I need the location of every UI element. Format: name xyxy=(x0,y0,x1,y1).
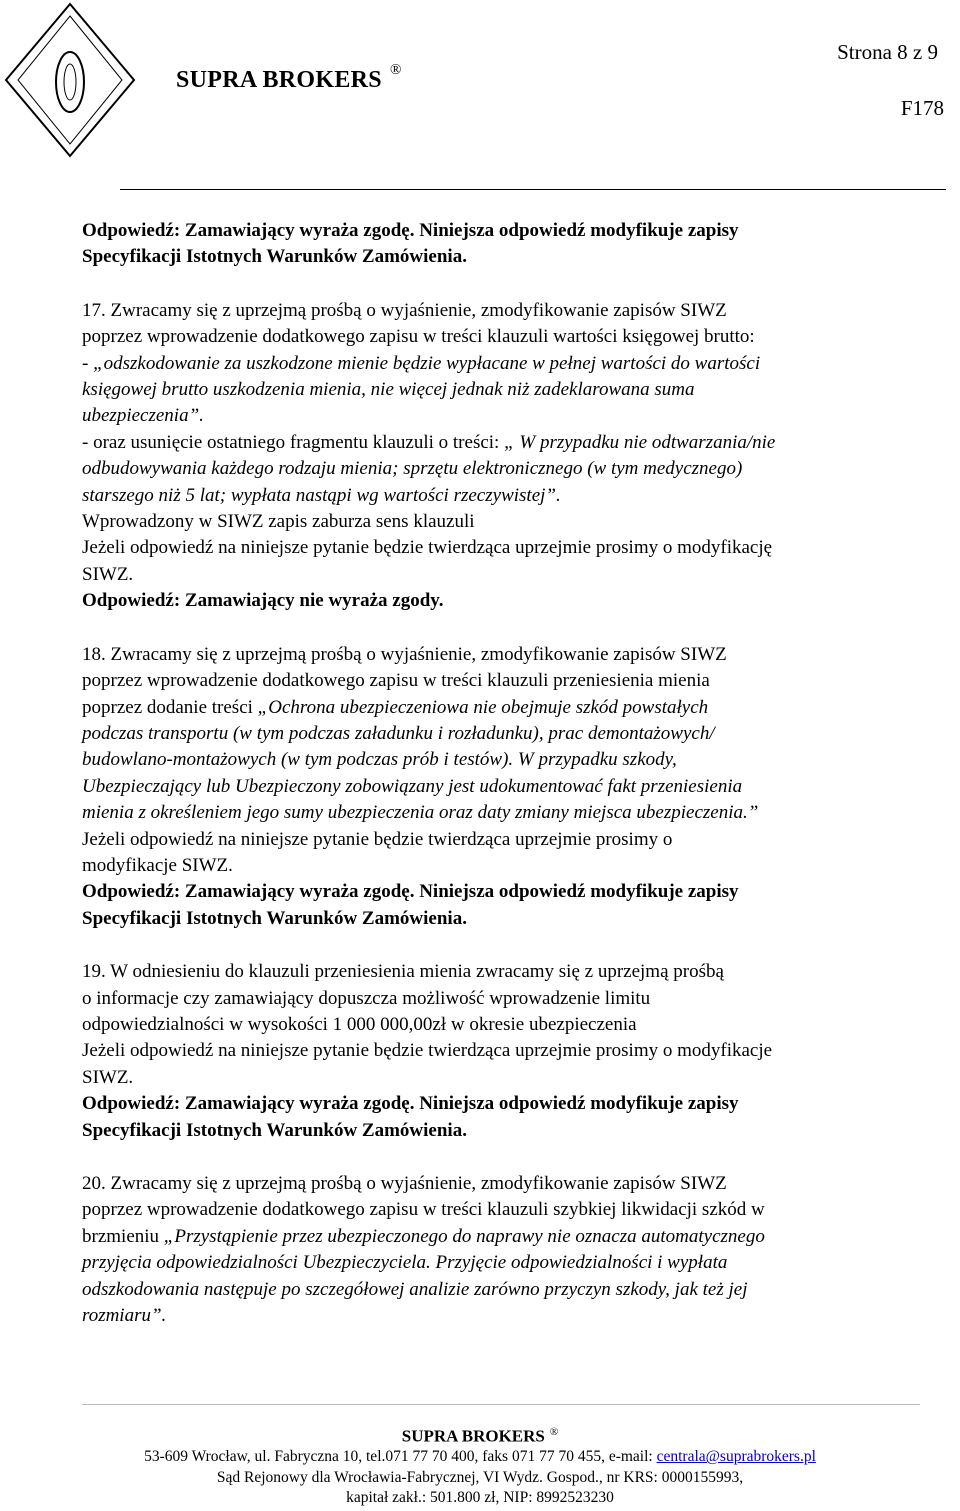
footer-address: 53-609 Wrocław, ul. Fabryczna 10, tel.071 77 70 400, faks 071 77 70 455, e-mail: centrala@suprabrokers.pl xyxy=(144,1448,816,1466)
question-18-line: Ubezpieczający lub Ubezpieczony zobowiązany jest udokumentować fakt przeniesienia xyxy=(82,775,743,797)
question-17-line: 17. Zwracamy się z uprzejmą prośbą o wyjaśnienie, zmodyfikowanie zapisów SIWZ xyxy=(82,299,727,321)
question-20-line: poprzez wprowadzenie dodatkowego zapisu w treści klauzuli szybkiej likwidacji szkód w xyxy=(82,1199,765,1221)
answer-18-line: Specyfikacji Istotnych Warunków Zamówienia. xyxy=(82,907,467,929)
question-17-line: starszego niż 5 lat; wypłata nastąpi wg wartości rzeczywistej”. xyxy=(82,484,561,506)
question-20-line: rozmiaru”. xyxy=(82,1305,167,1327)
question-17-line: - „odszkodowanie za uszkodzone mienie będzie wypłacane w pełnej wartości do wartości xyxy=(82,352,761,374)
question-17-line: - oraz usunięcie ostatniego fragmentu klauzuli o treści: „ W przypadku nie odtwarzania/nie xyxy=(82,431,776,453)
footer-divider xyxy=(82,1404,920,1405)
question-19-line: o informacje czy zamawiający dopuszcza możliwość wprowadzenie limitu xyxy=(82,987,651,1009)
answer-16-line: Odpowiedź: Zamawiający wyraża zgodę. Niniejsza odpowiedź modyfikuje zapisy xyxy=(82,220,739,241)
question-18-line: modyfikacje SIWZ. xyxy=(82,854,233,876)
question-20-line: przyjęcia odpowiedzialności Ubezpieczyciela. Przyjęcie odpowiedzialności i wypłata xyxy=(82,1252,728,1274)
question-19-line: 19. W odniesieniu do klauzuli przeniesienia mienia zwracamy się z uprzejmą prośbą xyxy=(82,961,724,983)
header-divider xyxy=(120,189,946,190)
question-18-line: podczas transportu (w tym podczas załadunku i rozładunku), prac demontażowych/ xyxy=(82,722,715,744)
question-18-line: poprzez wprowadzenie dodatkowego zapisu w treści klauzuli przeniesienia mienia xyxy=(82,670,710,692)
answer-16-line: Specyfikacji Istotnych Warunków Zamówienia. xyxy=(82,246,467,268)
footer-email-link[interactable]: centrala@suprabrokers.pl xyxy=(656,1448,816,1466)
page-footer xyxy=(0,1422,960,1509)
page-number: Strona 8 z 9 xyxy=(837,40,938,64)
answer-17-line: Odpowiedź: Zamawiający nie wyraża zgody. xyxy=(82,590,444,612)
question-18-line: Jeżeli odpowiedź na niniejsze pytanie będzie twierdząca uprzejmie prosimy o xyxy=(82,828,673,850)
question-18-line: poprzez dodanie treści „Ochrona ubezpieczeniowa nie obejmuje szkód powstałych xyxy=(82,696,709,718)
question-17-line: poprzez wprowadzenie dodatkowego zapisu w treści klauzuli wartości księgowej brutto: xyxy=(82,326,755,348)
question-18-line: 18. Zwracamy się z uprzejmą prośbą o wyjaśnienie, zmodyfikowanie zapisów SIWZ xyxy=(82,643,727,665)
question-17-line: odbudowywania każdego rodzaju mienia; sprzętu elektronicznego (w tym medycznego) xyxy=(82,458,743,480)
footer-brand: SUPRA BROKERS ® xyxy=(401,1426,559,1446)
question-19-line: odpowiedzialności w wysokości 1 000 000,00zł w okresie ubezpieczenia xyxy=(82,1013,637,1035)
question-19-line: Jeżeli odpowiedź na niniejsze pytanie będzie twierdząca uprzejmie prosimy o modyfikacje xyxy=(82,1040,773,1062)
document-body xyxy=(82,218,946,1329)
answer-19-line: Odpowiedź: Zamawiający wyraża zgodę. Niniejsza odpowiedź modyfikuje zapisy xyxy=(82,1093,739,1115)
footer-capital: kapitał zakł.: 501.800 zł, NIP: 8992523230 xyxy=(346,1489,614,1507)
logo-diamond-icon xyxy=(6,4,134,156)
question-20-line: brzmieniu „Przystąpienie przez ubezpieczonego do naprawy nie oznacza automatycznego xyxy=(82,1225,765,1247)
answer-19-line: Specyfikacji Istotnych Warunków Zamówienia. xyxy=(82,1119,467,1141)
question-20-line: odszkodowania następuje po szczegółowej analizie zarówno przyczyn szkody, jak też jej xyxy=(82,1278,748,1300)
supra-brokers-logo xyxy=(0,0,140,160)
question-17-line: Jeżeli odpowiedź na niniejsze pytanie będzie twierdząca uprzejmie prosimy o modyfikację xyxy=(82,537,773,559)
footer-court: Sąd Rejonowy dla Wrocławia-Fabrycznej, VI Wydz. Gospod., nr KRS: 0000155993, xyxy=(216,1468,744,1486)
question-17-line: SIWZ. xyxy=(82,563,134,585)
question-18-line: budowlano-montażowych (w tym podczas prób i testów). W przypadku szkody, xyxy=(82,749,677,771)
question-17-line: księgowej brutto uszkodzenia mienia, nie więcej jednak niż zadeklarowana suma xyxy=(82,379,695,401)
question-19-line: SIWZ. xyxy=(82,1066,134,1088)
question-17-line: ubezpieczenia”. xyxy=(82,405,204,427)
brand-title: SUPRA BROKERS ® xyxy=(176,62,402,93)
question-18-line: mienia z określeniem jego sumy ubezpieczenia oraz daty zmiany miejsca ubezpieczenia.” xyxy=(82,802,759,824)
form-code: F178 xyxy=(900,96,944,120)
question-17-line: Wprowadzony w SIWZ zapis zaburza sens klauzuli xyxy=(82,511,475,533)
answer-18-line: Odpowiedź: Zamawiający wyraża zgodę. Niniejsza odpowiedź modyfikuje zapisy xyxy=(82,881,739,903)
question-20-line: 20. Zwracamy się z uprzejmą prośbą o wyjaśnienie, zmodyfikowanie zapisów SIWZ xyxy=(82,1173,727,1194)
